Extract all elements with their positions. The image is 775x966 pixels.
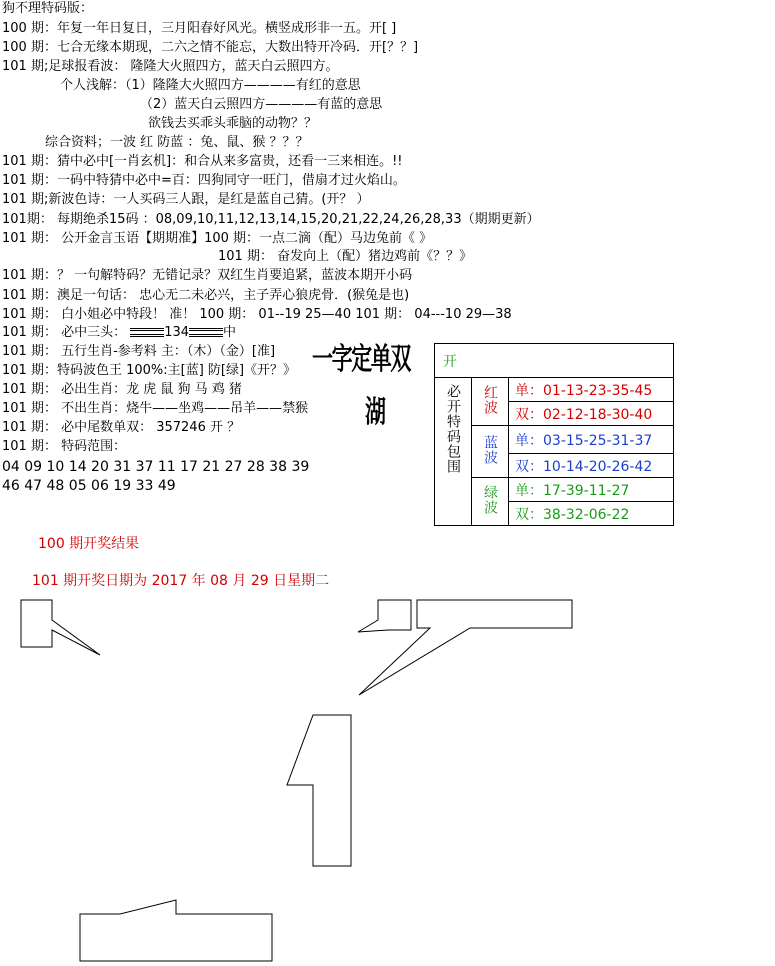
line-7: 综合资料；一波 红 防蓝 ：兔、鼠、猴 ？？？ xyxy=(45,135,309,150)
line-20: 101 期： 必出生肖：龙 虎 鼠 狗 马 鸡 猪 xyxy=(2,382,242,397)
line-6: 欲钱去买乖头乖脑的动物？？ xyxy=(148,116,318,131)
line-1: 100 期：年复一年日复日，三月阳春好风光。横竖成形非一五。开[ ] xyxy=(2,21,397,36)
line-8: 101 期：猜中必中[一肖玄机]：和合从来多富贵，还看一三来相连。!! xyxy=(2,154,403,169)
callout-box-left xyxy=(21,600,100,655)
line-2: 100 期：七合无缘本期现，二六之情不能忘，大数出特开冷码．开[？？] xyxy=(2,40,419,55)
line-21: 101 期： 不出生肖：烧牛——坐鸡——吊羊——禁猴 xyxy=(2,401,309,416)
line-17-text: 101 期： 必中三头： xyxy=(2,325,127,340)
line-16: 101 期： 白小姐必中特段！ 准！ 100 期： 01--19 25—40 101 期： 04---10 29—38 xyxy=(2,307,512,322)
line-23: 101 期： 特码范围： xyxy=(2,439,127,454)
digit-one-shape xyxy=(287,715,351,866)
red-wave-label: 红波 xyxy=(472,378,509,426)
line-22: 101 期： 必中尾数单双： 357246 开 ？ xyxy=(2,420,241,435)
head-tail: 中 xyxy=(223,325,237,340)
line-9: 101 期：一码中特猜中必中=百：四狗同守一旺门，借扇才过火焰山。 xyxy=(2,173,406,188)
table-row: 双：10-14-20-26-42 xyxy=(509,454,674,478)
result-100-label: 100 期开奖结果 xyxy=(38,536,140,552)
blue-wave-label: 蓝波 xyxy=(472,426,509,478)
number-range-1: 04 09 10 14 20 31 37 11 17 21 27 28 38 39 xyxy=(2,459,310,475)
table-row: 单：17-39-11-27 xyxy=(509,478,674,502)
line-19: 101 期：特码波色王 100%:主[蓝] 防[绿]《开？》 xyxy=(2,363,297,378)
result-101-date: 101 期开奖日期为 2017 年 08 月 29 日星期二 xyxy=(32,573,330,589)
table-kai: 开 xyxy=(435,344,674,378)
table-row: 双：38-32-06-22 xyxy=(509,502,674,526)
line-4: 个人浅解：（1）隆隆大火照四方————有红的意思 xyxy=(60,78,361,93)
line-13: 101 期： 奋发向上（配）猪边鸡前《？？》 xyxy=(218,249,473,264)
callout-box-mid xyxy=(358,600,411,632)
line-15: 101 期：澳足一句话： 忠心无二未必兴，主子弄心狼虎骨．(猴兔是也) xyxy=(2,288,410,303)
line-12: 101 期： 公开金言玉语【期期准】100 期：一点二滴（配）马边兔前《 》 xyxy=(2,231,433,246)
line-11: 101期： 每期绝杀15码 ：08,09,10,11,12,13,14,15,20,21,22,24,26,28,33（期期更新） xyxy=(2,212,540,227)
header-title: 狗不理特码版： xyxy=(2,1,94,16)
table-row: 单：01-13-23-35-45 xyxy=(509,378,674,402)
head-number: 134 xyxy=(164,325,190,340)
line-3: 101 期;足球报看波： 隆隆大火照四方，蓝天白云照四方。 xyxy=(2,59,339,74)
table-left-text: 必开特码包围 xyxy=(445,384,461,474)
big-title-text: 一字定单双 xyxy=(312,342,410,377)
line-14: 101 期：？ 一句解特码？无错记录？双红生肖要追紧，蓝波本期开小码 xyxy=(2,268,413,283)
green-wave-label: 绿波 xyxy=(472,478,509,526)
number-range-2: 46 47 48 05 06 19 33 49 xyxy=(2,478,176,494)
line-10: 101 期;新波色诗：一人买码三人跟，是红是蓝自己猜。(开？ ） xyxy=(2,192,370,207)
line-18: 101 期： 五行生肖-参考料 主：（木）（金）[准] xyxy=(2,344,276,359)
table-row: 双：02-12-18-30-40 xyxy=(509,402,674,426)
big-title-text-2: 湖 xyxy=(365,395,385,430)
table-row: 单：03-15-25-31-37 xyxy=(509,426,674,454)
bottom-box xyxy=(80,900,272,961)
line-5: （2）蓝天白云照四方————有蓝的意思 xyxy=(140,97,383,112)
